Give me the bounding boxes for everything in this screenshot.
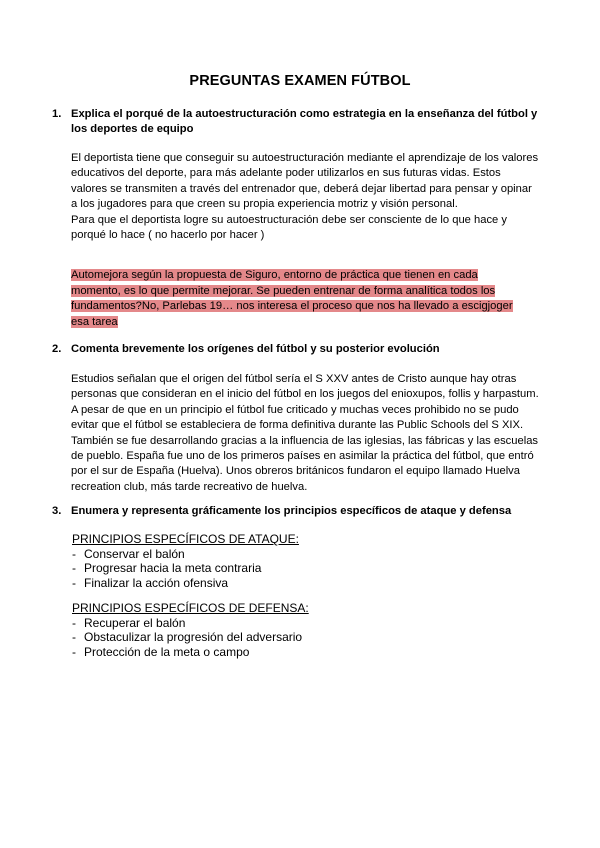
answer-1 — [71, 151, 539, 243]
attack-principles-heading: PRINCIPIOS ESPECÍFICOS DE ATAQUE: — [72, 532, 299, 546]
question-1-text: Explica el porqué de la autoestructuración como estrategia en la enseñanza del fútbol y los deportes de equipo — [71, 108, 538, 135]
highlighted-line: Automejora según la propuesta de Siguro, entorno de práctica que tienen en cada — [71, 269, 478, 281]
list-item: - Finalizar la acción ofensiva — [72, 576, 261, 590]
list-item: - Recuperar el balón — [72, 616, 302, 630]
list-item: - Conservar el balón — [72, 547, 261, 561]
question-2-number: 2. — [52, 343, 62, 355]
attack-principles-list — [72, 547, 261, 590]
highlighted-line: momento, es lo que permite mejorar. Se pueden entrenar de forma analítica todos los — [71, 284, 496, 297]
question-3-number: 3. — [52, 505, 62, 517]
answer-1-paragraph: Para que el deportista logre su autoestructuración debe ser consciente de lo que hace y porqué lo hace ( no hacerlo por hacer ) — [71, 213, 507, 242]
question-3-text: Enumera y representa gráficamente los principios específicos de ataque y defensa — [71, 505, 512, 517]
list-item: - Obstaculizar la progresión del adversario — [72, 630, 302, 644]
question-1-number: 1. — [52, 108, 62, 120]
highlighted-line: esa tarea — [71, 315, 118, 328]
question-3 — [52, 504, 542, 519]
defense-principles-list — [72, 616, 302, 659]
answer-2-paragraph: Estudios señalan que el origen del fútbol sería el S XXV antes de Cristo aunque hay otras personas que consideran en el inicio del fútbol en los juegos del enioxupos, follis y harpastum. A pesar de que en un principio el fútbol fue criticado y muchas veces prohibido no se pudo evitar que el fútbol se estableciera de forma definitiva durante las Public Schools del S XIX. También se fue desarrollando gracias a la influencia de las iglesias, las fábricas y las escuelas de pueblo. España fue uno de los primeros países en asimilar la práctica del fútbol, que entró por el sur de España (Huelva). Unos obreros británicos fundaron el equipo llamado Huelva recreation club, más tarde recreativo de huelva. — [71, 373, 539, 493]
list-item: - Progresar hacia la meta contraria — [72, 561, 261, 575]
list-item: - Protección de la meta o campo — [72, 645, 302, 659]
highlighted-note — [71, 268, 539, 330]
defense-principles-heading: PRINCIPIOS ESPECÍFICOS DE DEFENSA: — [72, 601, 309, 615]
document-title: PREGUNTAS EXAMEN FÚTBOL — [189, 73, 411, 89]
question-2-text: Comenta brevemente los orígenes del fútbol y su posterior evolución — [71, 343, 440, 355]
highlighted-line: fundamentos?No, Parlebas 19… nos interesa el proceso que nos ha llevado a escigjoger — [71, 300, 513, 313]
answer-1-paragraph: El deportista tiene que conseguir su autoestructuración mediante el aprendizaje de los valores educativos del deporte, para más adelante poder utilizarlos en sus futuras vidas. Estos valores se transmiten a través del entrenador que, deberá dejar libertad para pensar y opinar a los jugadores para que creen su propia experiencia motriz y visión personal. — [71, 152, 539, 211]
answer-2 — [71, 372, 539, 495]
question-2 — [52, 342, 542, 357]
question-1 — [52, 107, 542, 137]
